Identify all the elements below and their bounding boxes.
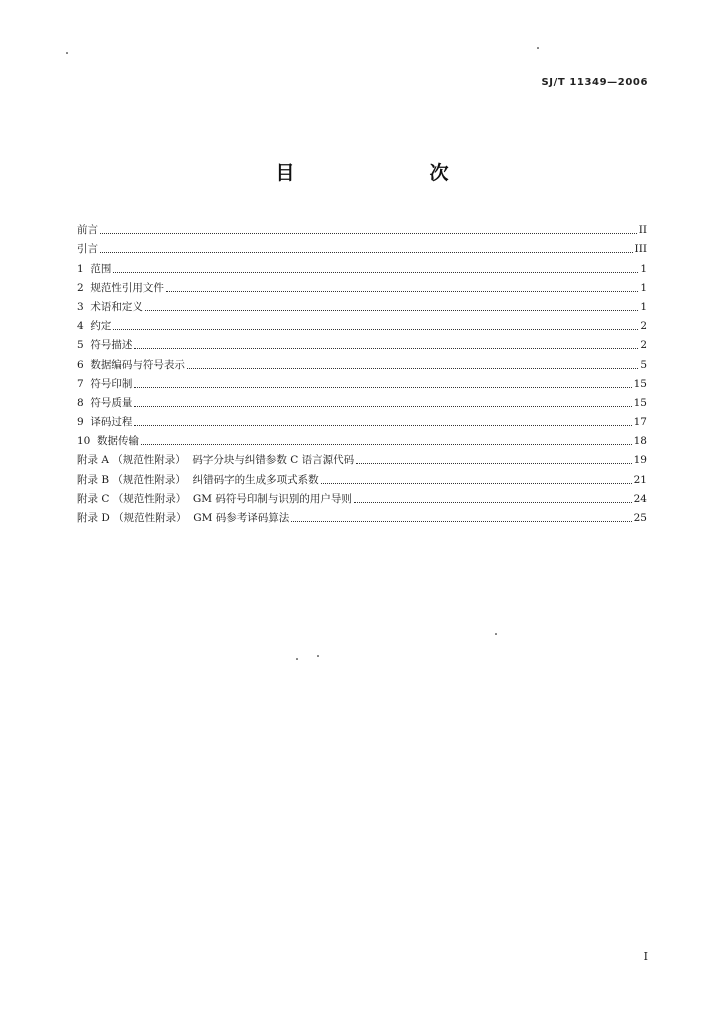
dot-leader [134,425,631,426]
toc-entry-scope[interactable] [77,256,647,275]
toc-entry-label: 附录 C （规范性附录） GM 码符号印制与识别的用户导则 [77,492,352,505]
toc-entry-label: 前言 [77,224,98,237]
toc-entry-label: 3 术语和定义 [77,300,143,313]
dot-leader [100,233,637,234]
toc-entry-label: 7 符号印制 [77,377,133,390]
toc-entry-label: 引言 [77,243,98,256]
toc-entry-label: 附录 B （规范性附录） 纠错码字的生成多项式系数 [77,473,319,486]
toc-entry-appendix-a[interactable] [77,448,647,467]
table-of-contents [77,218,647,525]
toc-entry-page: 24 [633,492,647,505]
toc-entry-normative-references[interactable] [77,276,647,295]
toc-entry-label: 附录 D （规范性附录） GM 码参考译码算法 [77,512,290,524]
scan-speck [537,47,539,49]
toc-entry-page: 25 [633,512,647,524]
toc-entry-label: 9 译码过程 [77,416,133,429]
toc-entry-label: 附录 A （规范性附录） 码字分块与纠错参数 C 语言源代码 [77,454,355,467]
toc-entry-appendix-d[interactable] [77,506,647,525]
dot-leader [113,329,638,330]
toc-entry-data-transmission[interactable] [77,429,647,448]
toc-entry-page: 15 [633,396,647,409]
toc-entry-data-encoding[interactable] [77,352,647,371]
dot-leader [356,463,631,464]
toc-entry-symbol-quality[interactable] [77,391,647,410]
dot-leader [291,521,631,522]
toc-entry-label: 1 范围 [77,262,112,275]
toc-entry-symbol-description[interactable] [77,333,647,352]
toc-entry-page: III [634,243,647,256]
scan-speck [66,52,68,54]
dot-leader [321,483,632,484]
dot-leader [134,387,631,388]
toc-entry-label: 4 约定 [77,320,112,333]
dot-leader [166,291,638,292]
toc-entry-page: 21 [633,473,647,486]
toc-entry-page: II [638,224,647,237]
toc-entry-page: 17 [633,416,647,429]
toc-entry-page: 5 [640,358,647,371]
toc-entry-page: 1 [640,281,647,294]
scan-speck [296,658,298,660]
toc-entry-foreword[interactable] [77,218,647,237]
dot-leader [145,310,638,311]
toc-entry-label: 2 规范性引用文件 [77,281,164,294]
page-title: 目 次 [275,162,507,184]
scan-speck [495,633,497,635]
dot-leader [141,444,632,445]
toc-entry-label: 6 数据编码与符号表示 [77,358,185,371]
toc-entry-page: 1 [640,262,647,275]
toc-entry-page: 2 [640,320,647,333]
toc-entry-page: 18 [633,435,647,448]
dot-leader [113,272,638,273]
toc-entry-introduction[interactable] [77,237,647,256]
dot-leader [187,368,638,369]
toc-entry-page: 2 [640,339,647,352]
page-number: I [643,950,648,963]
toc-entry-conventions[interactable] [77,314,647,333]
toc-entry-terms-definitions[interactable] [77,295,647,314]
toc-entry-page: 1 [640,300,647,313]
dot-leader [354,502,632,503]
standard-number: SJ/T 11349—2006 [541,77,648,88]
dot-leader [134,348,638,349]
toc-entry-page: 19 [633,454,647,467]
toc-entry-appendix-b[interactable] [77,467,647,486]
toc-entry-label: 10 数据传输 [77,435,140,448]
scan-speck [317,655,319,657]
toc-entry-appendix-c[interactable] [77,487,647,506]
toc-entry-label: 5 符号描述 [77,339,133,352]
toc-entry-decoding-process[interactable] [77,410,647,429]
dot-leader [100,252,633,253]
toc-entry-symbol-printing[interactable] [77,372,647,391]
dot-leader [134,406,631,407]
toc-entry-page: 15 [633,377,647,390]
toc-entry-label: 8 符号质量 [77,396,133,409]
